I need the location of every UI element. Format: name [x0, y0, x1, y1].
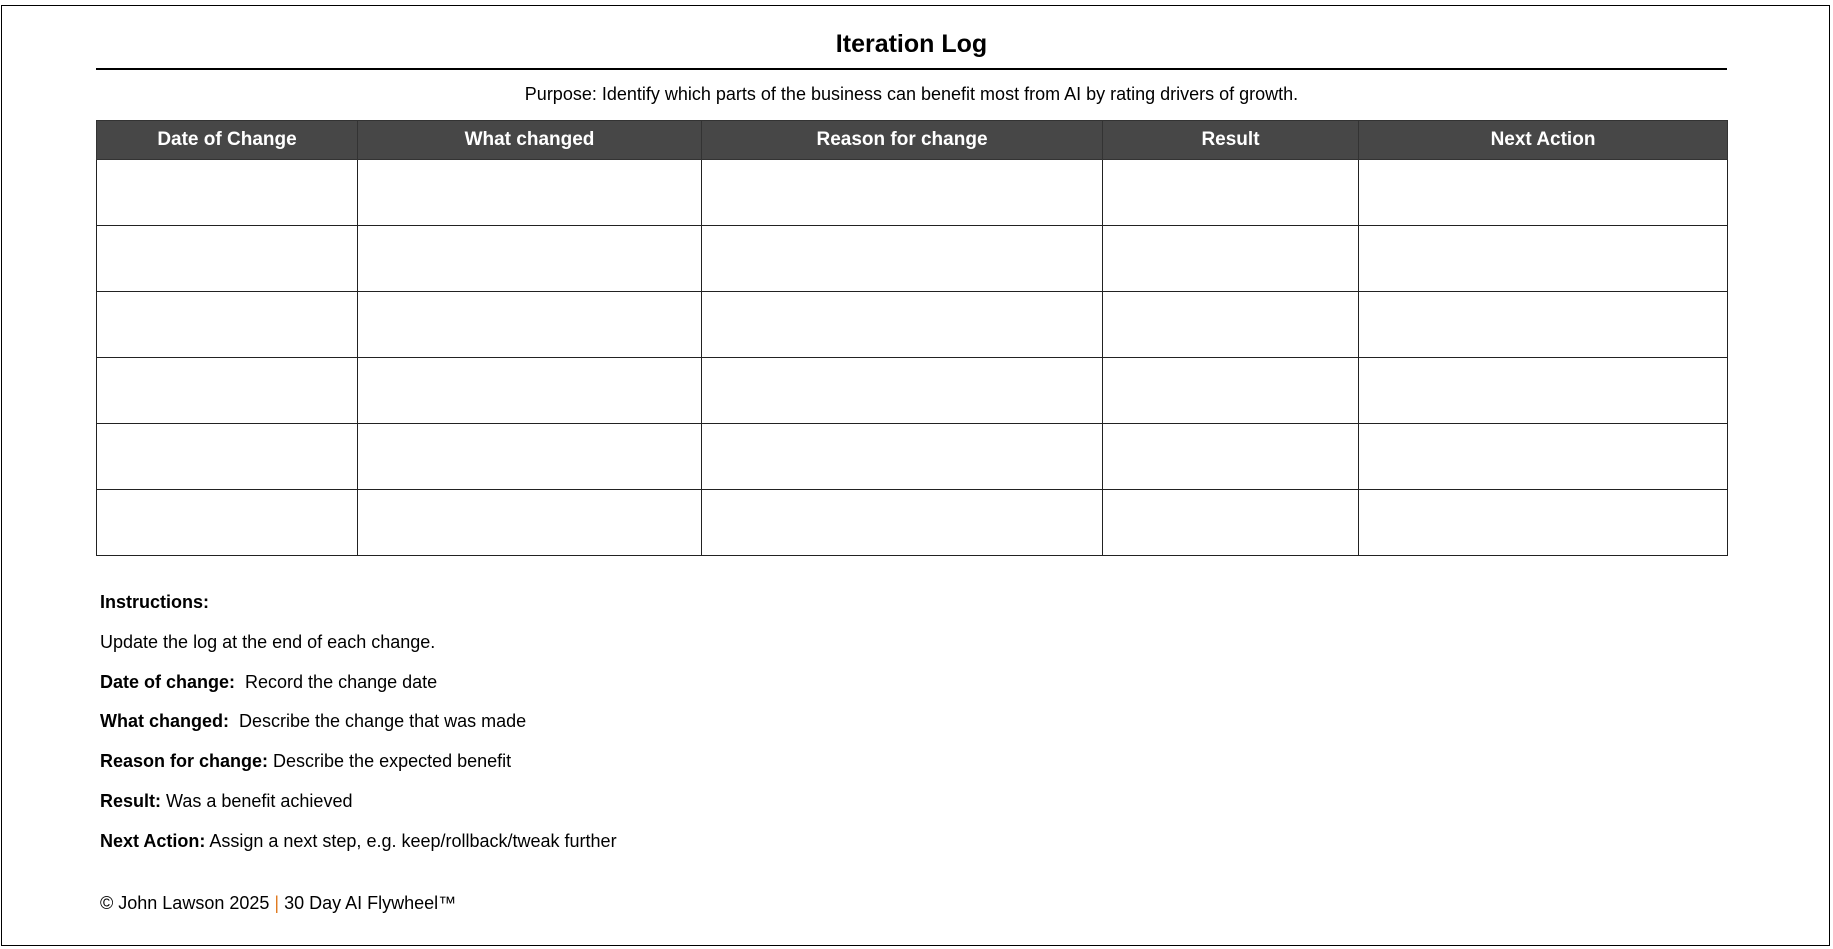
- cell-date-of-change[interactable]: [97, 424, 358, 490]
- title-divider: [96, 68, 1727, 70]
- table-row: [97, 358, 1728, 424]
- header-date-of-change: Date of Change: [97, 121, 358, 160]
- cell-what-changed[interactable]: [358, 292, 702, 358]
- cell-next-action[interactable]: [1359, 160, 1728, 226]
- header-what-changed: What changed: [358, 121, 702, 160]
- iteration-log-table: [96, 120, 1728, 556]
- instruction-label: What changed:: [100, 711, 229, 731]
- footer: [100, 893, 456, 914]
- cell-reason-for-change[interactable]: [702, 424, 1103, 490]
- instruction-reason-for-change: [100, 751, 511, 772]
- cell-what-changed[interactable]: [358, 226, 702, 292]
- table-row: [97, 160, 1728, 226]
- cell-result[interactable]: [1103, 424, 1359, 490]
- cell-date-of-change[interactable]: [97, 292, 358, 358]
- cell-result[interactable]: [1103, 292, 1359, 358]
- instruction-text: Was a benefit achieved: [161, 791, 353, 811]
- instructions-intro: Update the log at the end of each change.: [100, 632, 436, 652]
- cell-next-action[interactable]: [1359, 424, 1728, 490]
- instruction-text: Record the change date: [235, 672, 438, 692]
- instruction-label: Date of change:: [100, 672, 236, 692]
- cell-next-action[interactable]: [1359, 490, 1728, 556]
- header-reason-for-change: Reason for change: [702, 121, 1103, 160]
- header-result: Result: [1103, 121, 1359, 160]
- cell-what-changed[interactable]: [358, 490, 702, 556]
- cell-result[interactable]: [1103, 358, 1359, 424]
- footer-product: 30 Day AI Flywheel™: [279, 893, 457, 913]
- cell-what-changed[interactable]: [358, 358, 702, 424]
- cell-reason-for-change[interactable]: [702, 226, 1103, 292]
- cell-next-action[interactable]: [1359, 358, 1728, 424]
- instruction-what-changed: [100, 711, 526, 732]
- cell-reason-for-change[interactable]: [702, 160, 1103, 226]
- page-title: Iteration Log: [835, 30, 988, 58]
- instruction-label: Next Action:: [100, 831, 206, 851]
- instructions-heading: [100, 592, 209, 613]
- instruction-label: Result:: [100, 791, 162, 811]
- instruction-date-of-change: [100, 672, 437, 693]
- cell-date-of-change[interactable]: [97, 226, 358, 292]
- table-row: [97, 424, 1728, 490]
- table-row: [97, 490, 1728, 556]
- instruction-text: Describe the expected benefit: [268, 751, 512, 771]
- table-header-row: [97, 121, 1728, 160]
- instruction-text: Assign a next step, e.g. keep/rollback/tweak further: [205, 831, 617, 851]
- cell-date-of-change[interactable]: [97, 160, 358, 226]
- cell-result[interactable]: [1103, 490, 1359, 556]
- footer-separator: |: [274, 893, 280, 913]
- table-row: [97, 292, 1728, 358]
- instruction-label: Reason for change:: [100, 751, 269, 771]
- cell-result[interactable]: [1103, 226, 1359, 292]
- cell-date-of-change[interactable]: [97, 490, 358, 556]
- cell-result[interactable]: [1103, 160, 1359, 226]
- instruction-text: Describe the change that was made: [229, 711, 527, 731]
- cell-next-action[interactable]: [1359, 226, 1728, 292]
- instruction-result: [100, 791, 352, 812]
- cell-what-changed[interactable]: [358, 160, 702, 226]
- footer-copyright: © John Lawson 2025: [100, 893, 275, 913]
- header-next-action: Next Action: [1359, 121, 1728, 160]
- instruction-next-action: [100, 831, 617, 852]
- cell-date-of-change[interactable]: [97, 358, 358, 424]
- instructions-heading-text: Instructions:: [100, 592, 210, 612]
- cell-what-changed[interactable]: [358, 424, 702, 490]
- purpose-text: Purpose: Identify which parts of the business can benefit most from AI by rating drivers of growth.: [524, 84, 1299, 104]
- table-row: [97, 226, 1728, 292]
- cell-reason-for-change[interactable]: [702, 358, 1103, 424]
- cell-next-action[interactable]: [1359, 292, 1728, 358]
- cell-reason-for-change[interactable]: [702, 292, 1103, 358]
- cell-reason-for-change[interactable]: [702, 490, 1103, 556]
